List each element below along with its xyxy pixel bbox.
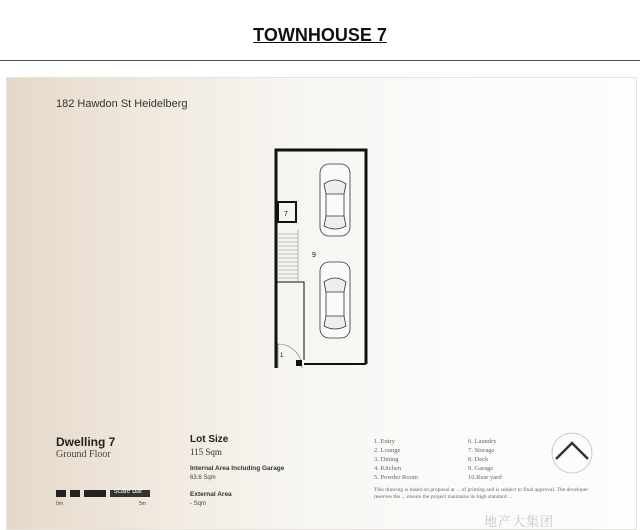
legend-item: 6. Laundry — [468, 438, 497, 445]
legend-item: 4. Kitchen — [374, 465, 402, 472]
room-legend-right — [468, 437, 502, 482]
internal-area-value: 63.6 Sqm — [190, 475, 216, 481]
header-divider — [0, 60, 640, 61]
scale-start: 0m — [56, 501, 63, 507]
legend-item: 8. Deck — [468, 456, 489, 463]
watermark: 地产大集团 — [484, 514, 555, 529]
north-arrow-icon — [548, 429, 596, 477]
car-bottom — [320, 262, 350, 338]
scale-segment — [84, 490, 106, 497]
internal-area-label: Internal Area Including Garage — [190, 465, 285, 472]
document-title: TOWNHOUSE 7 — [253, 25, 387, 45]
room-legend-left — [374, 437, 418, 482]
legend-item: 10.Rear yard — [468, 474, 502, 481]
legend-item: 1. Entry — [374, 438, 395, 445]
scale-segment — [56, 490, 66, 497]
legend-item: 2. Lounge — [374, 447, 401, 454]
external-area-label: External Area — [190, 491, 232, 498]
scale-label: scale bar — [114, 488, 143, 495]
legend-item: 7. Storage — [468, 447, 495, 454]
room-label-1: 1 — [280, 353, 284, 359]
lot-size-label: Lot Size — [190, 434, 229, 445]
room-label-9: 9 — [312, 252, 316, 259]
dwelling-title: Dwelling 7 — [56, 435, 116, 449]
property-address: 182 Hawdon St Heidelberg — [56, 98, 188, 110]
scale-segment — [70, 490, 80, 497]
floor-label: Ground Floor — [56, 449, 111, 460]
legend-item: 3. Dining — [374, 456, 399, 463]
legend-item: 5. Powder Room — [374, 474, 418, 481]
floor-plan-sheet — [6, 77, 637, 530]
scale-bar — [56, 488, 156, 502]
floor-plan-drawing — [264, 142, 394, 382]
external-area-value: - Sqm — [190, 501, 207, 507]
door-post — [296, 360, 302, 366]
disclaimer-text: This drawing is based on proposal at ... of printing and is subject to final approval. The developer reserves the ... ensure the project maintains its high standard ... — [374, 487, 589, 500]
scale-end: 5m — [139, 501, 146, 507]
lot-size-value: 115 Sqm — [190, 447, 222, 457]
stairs — [278, 230, 298, 282]
car-top — [320, 164, 350, 236]
legend-item: 9. Garage — [468, 465, 494, 472]
room-label-7: 7 — [284, 211, 288, 218]
